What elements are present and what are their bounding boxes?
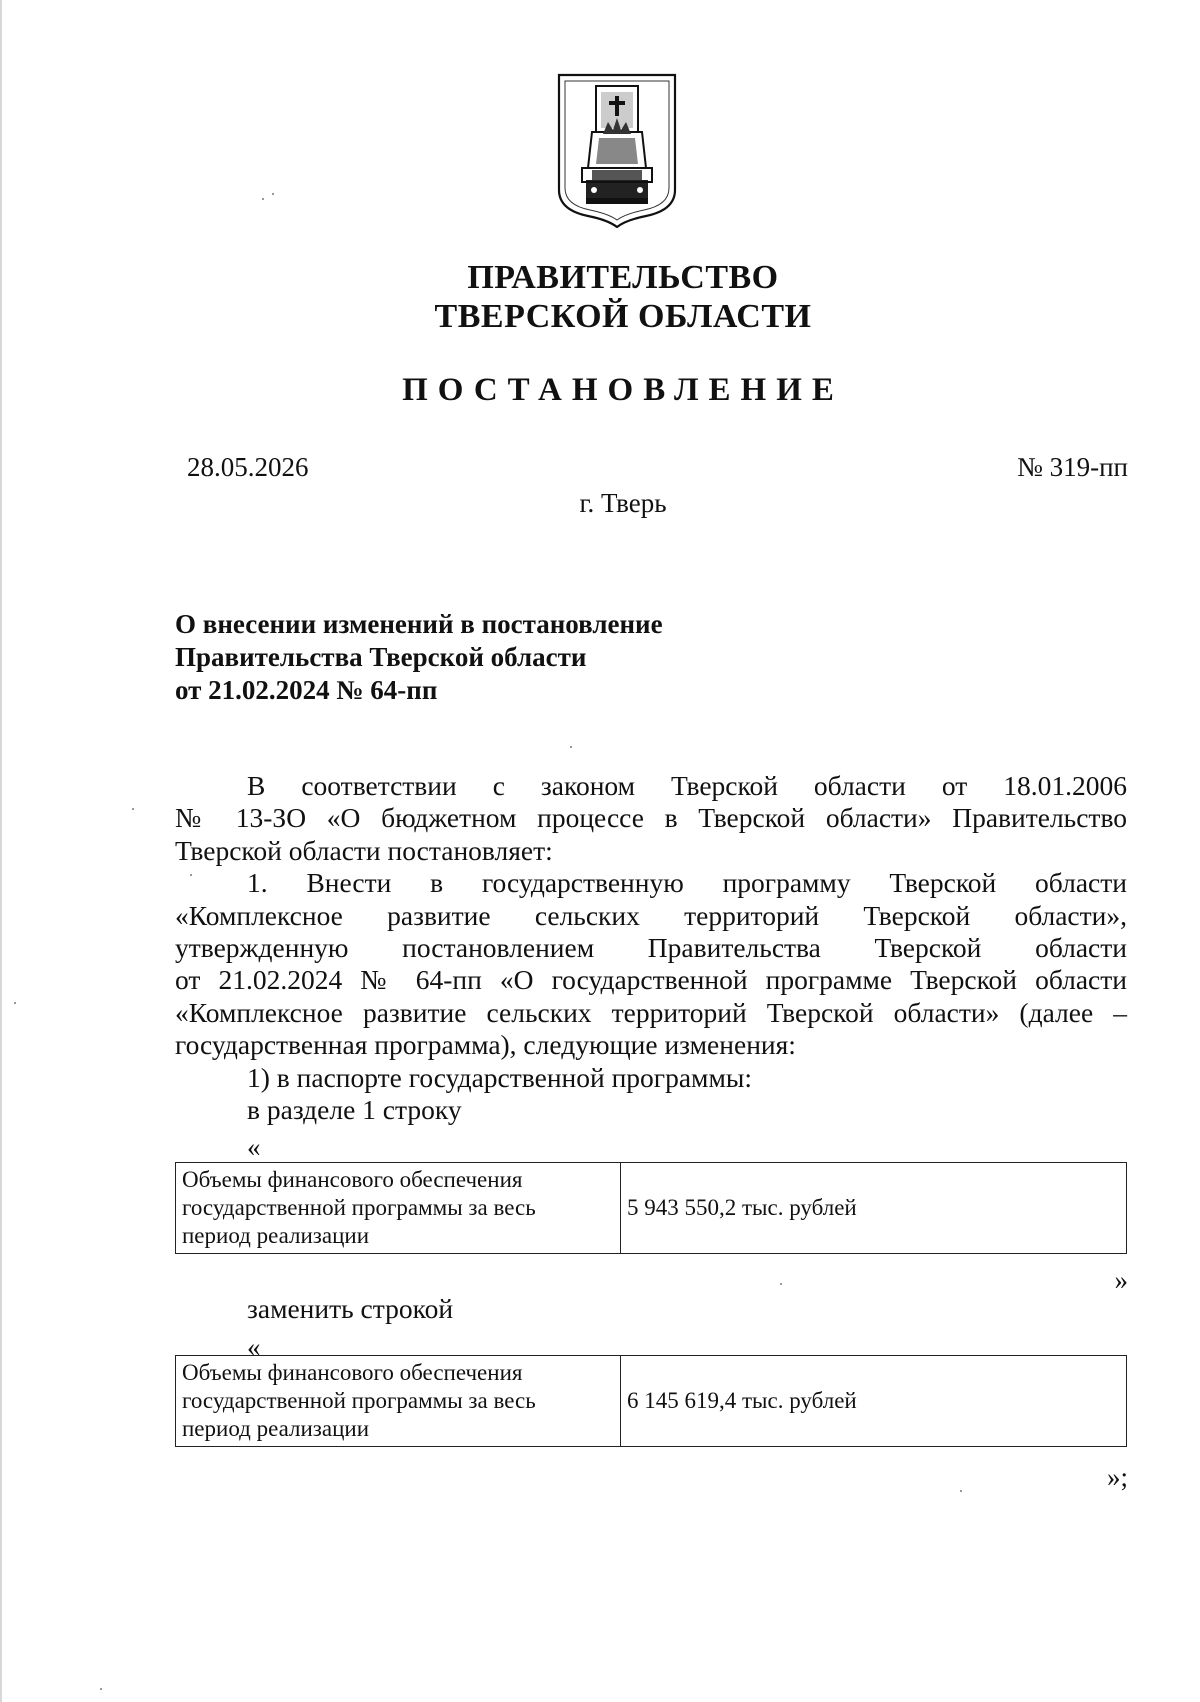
label-line: государственной программы за весь xyxy=(182,1388,536,1413)
new-finance-table xyxy=(175,1355,1127,1447)
old-finance-table xyxy=(175,1162,1127,1254)
item1-line: утвержденную постановлением Правительства Тверской области xyxy=(175,932,1127,964)
item1-line: «Комплексное развитие сельских территорий Тверской области» (далее – xyxy=(175,996,1127,1028)
table-label-cell xyxy=(176,1356,621,1447)
org-name-line1: ПРАВИТЕЛЬСТВО xyxy=(467,259,779,296)
subject-line: от 21.02.2024 № 64-пп xyxy=(175,675,438,705)
item1-line: 1. Внести в государственную программу Тверской области xyxy=(247,867,1127,899)
document-number: № 319-пп xyxy=(1017,452,1128,482)
preamble-line: № 13-ЗО «О бюджетном процессе в Тверской области» Правительство xyxy=(175,802,1127,834)
scan-speck xyxy=(262,198,264,200)
preamble-line: В соответствии с законом Тверской области от 18.01.2006 xyxy=(247,770,1127,801)
scan-speck xyxy=(190,874,192,876)
scan-speck xyxy=(132,808,134,810)
preamble-line: Тверской области постановляет: xyxy=(175,834,553,866)
org-name-line2: ТВЕРСКОЙ ОБЛАСТИ xyxy=(434,298,812,335)
document-type: ПОСТАНОВЛЕНИЕ xyxy=(402,372,844,408)
document-subject xyxy=(175,608,663,707)
item1-line: от 21.02.2024 № 64-пп «О государственной программе Тверской области xyxy=(175,964,1127,996)
scan-speck xyxy=(14,1002,16,1004)
table-label-cell xyxy=(176,1163,621,1254)
close-quote: » xyxy=(1114,1265,1128,1295)
tver-coat-of-arms-icon xyxy=(556,72,678,228)
scan-speck xyxy=(272,193,274,195)
subject-line: О внесении изменений в постановление xyxy=(175,609,663,639)
scan-speck xyxy=(960,1490,962,1492)
scan-speck xyxy=(780,1283,782,1285)
table-value-cell: 6 145 619,4 тыс. рублей xyxy=(621,1356,1127,1447)
scan-edge-line xyxy=(0,0,2,1702)
open-quote: « xyxy=(247,1332,261,1362)
replace-text: заменить строкой xyxy=(247,1293,454,1324)
label-line: государственной программы за весь xyxy=(182,1195,536,1220)
label-line: Объемы финансового обеспечения xyxy=(182,1167,523,1192)
document-city: г. Тверь xyxy=(579,488,667,518)
table-value-cell: 5 943 550,2 тыс. рублей xyxy=(621,1163,1127,1254)
table-row xyxy=(176,1163,1127,1254)
scan-speck xyxy=(570,746,572,748)
label-line: Объемы финансового обеспечения xyxy=(182,1360,523,1385)
table-row xyxy=(176,1356,1127,1447)
item1-line: государственная программа), следующие изменения: xyxy=(175,1029,796,1061)
subject-line: Правительства Тверской области xyxy=(175,642,587,672)
item1-line: «Комплексное развитие сельских территорий Тверской области», xyxy=(175,899,1127,931)
document-body xyxy=(175,770,1127,1126)
section-row-text: в разделе 1 строку xyxy=(247,1094,462,1126)
close-quote-semicolon: »; xyxy=(1106,1462,1128,1492)
scan-speck xyxy=(100,1688,102,1690)
open-quote: « xyxy=(247,1132,261,1162)
subitem1: 1) в паспорте государственной программы: xyxy=(247,1061,752,1093)
label-line: период реализации xyxy=(182,1416,370,1441)
document-date: 28.05.2026 xyxy=(187,452,309,482)
label-line: период реализации xyxy=(182,1223,370,1248)
